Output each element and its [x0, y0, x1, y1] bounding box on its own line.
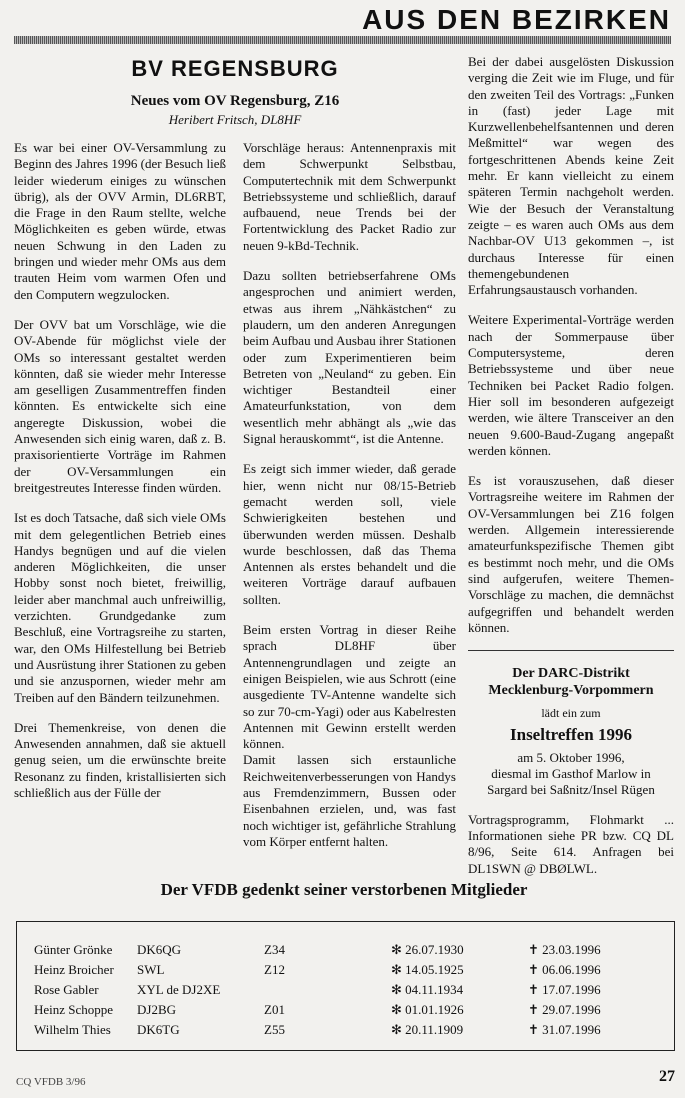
memorial-row	[17, 982, 674, 1000]
cross-icon: ✝	[528, 1022, 539, 1037]
born-icon: ✻	[391, 942, 402, 957]
darc-info: Vortragsprogramm, Flohmarkt ... Informationen siehe PR bzw. CQ DL 8/96, Seite 614. Anfragen bei DL1SWN @ DBØLWL.	[468, 811, 674, 876]
born-icon: ✻	[391, 1022, 402, 1037]
member-died: ✝ 29.07.1996	[528, 1002, 601, 1017]
member-died: ✝ 31.07.1996	[528, 1022, 601, 1037]
member-died: ✝ 23.03.1996	[528, 942, 601, 957]
darc-invite: lädt ein zum	[541, 706, 601, 721]
darc-line-2: Mecklenburg-Vorpommern	[488, 683, 654, 699]
memorial-row	[17, 1002, 674, 1020]
darc-event: Inseltreffen 1996	[510, 725, 632, 745]
member-name: Günter Grönke	[34, 942, 113, 957]
cross-icon: ✝	[528, 982, 539, 997]
article-title: Neues vom OV Regensburg, Z16	[130, 93, 340, 109]
member-name: Heinz Schoppe	[34, 1002, 114, 1017]
member-born: ✻ 20.11.1909	[391, 1022, 464, 1037]
paragraph: Dazu sollten betriebserfahrene OMs angesprochen und animiert werden, etwas aus ihrem „Nähkästchen“ zu plaudern, um den anderen Anregungen beim Aufbau und Ausbau ihrer Stationen oder zum Experimentieren beim Betreten von „Neuland“ zu geben. Ein wichtiger Bestandteil einer Amateurfunkstation, von dem wesentlich mehr abhängt als „wie das Signal herauskommt“, ist die Antenne.	[243, 268, 456, 447]
memorial-title: Der VFDB gedenkt seiner verstorbenen Mitglieder	[160, 880, 528, 899]
darc-line-1: Der DARC-Distrikt	[512, 666, 630, 682]
darc-venue-2: Sargard bei Saßnitz/Insel Rügen	[487, 781, 655, 797]
memorial-box	[16, 921, 675, 1051]
member-district: Z55	[264, 1022, 285, 1037]
section-title: AUS DEN BEZIRKEN	[362, 4, 671, 35]
paragraph: Vorschläge heraus: Antennenpraxis mit dem Schwerpunkt Selbstbau, Computertechnik mit dem Schwerpunkt Betriebssysteme und schließlich, darauf aufbauend, neue Trends bei der Fortentwicklung des Packet Radio zur neuen 9-kBd-Technik.	[243, 140, 456, 253]
member-born: ✻ 01.01.1926	[391, 1002, 464, 1017]
paragraph: Der OVV bat um Vorschläge, wie die OV-Abende für möglichst viele der OMs so interessant gestaltet werden könnten, daß sie wieder mehr Interesse am geselligen Zusammentreffen finden könnten. Es entwickelte sich eine angeregte Diskussion, wobei die Anwesenden sich einig waren, daß z. B. praxisorientierte Vorträge im Rahmen der OV-Versammlungen ein breitgestreutes Interesse finden würden.	[14, 316, 226, 495]
darc-venue-1: diesmal im Gasthof Marlow in	[491, 765, 651, 781]
header-stripe	[14, 36, 671, 44]
member-born: ✻ 14.05.1925	[391, 962, 464, 977]
paragraph: Ist es doch Tatsache, daß sich viele OMs mit dem gelegentlichen Betrieb eines Handys begnügen und auf die vielen anderen Möglichkeiten, die unser Hobby sonst noch bietet, freiwillig, leider aber manchmal auch unfreiwillig, verzichten. Grundgedanke zum Beschluß, eine Vortragsreihe zu starten, war, den OMs Hilfestellung bei Betrieb und Ausrüstung ihrer Stationen zu geben und sie anzuspornen, wieder mehr am Treiben auf den Bändern teilzunehmen.	[14, 510, 226, 705]
paragraph: Beim ersten Vortrag in dieser Reihe sprach DL8HF über Antennengrundlagen und zeigte an einigen Beispielen, wie aus Schrott (eine ausgediente TV-Antenne wandelte sich so zur 70-cm-Yagi) oder aus Kabelresten Antennen mit Gewinn erstellt werden können.	[243, 622, 456, 752]
member-born: ✻ 26.07.1930	[391, 942, 464, 957]
member-district: Z12	[264, 962, 285, 977]
district-title: BV REGENSBURG	[131, 56, 339, 81]
member-born: ✻ 04.11.1934	[391, 982, 464, 997]
page-header	[0, 0, 685, 46]
born-icon: ✻	[391, 962, 402, 977]
member-died: ✝ 06.06.1996	[528, 962, 601, 977]
born-icon: ✻	[391, 982, 402, 997]
cross-icon: ✝	[528, 962, 539, 977]
member-died: ✝ 17.07.1996	[528, 982, 601, 997]
member-call: DJ2BG	[137, 1002, 177, 1017]
journal-footer: CQ VFDB 3/96	[16, 1076, 86, 1088]
cross-icon: ✝	[528, 1002, 539, 1017]
cross-icon: ✝	[528, 942, 539, 957]
member-call: DK6QG	[137, 942, 182, 957]
member-call: SWL	[137, 962, 165, 977]
paragraph: Damit lassen sich erstaunliche Reichweitenverbesserungen von Handys aus Fremdenzimmern, Bussen oder Eisenbahnen erzielen, und, was fast noch wichtiger ist, gefährliche Strahlung vom Körper entfernt halten.	[243, 752, 456, 849]
divider	[468, 650, 674, 651]
article-column-3	[468, 54, 674, 877]
paragraph: Drei Themenkreise, von denen die Anwesenden annahmen, daß sie aktuell genug seien, um die erwünschte breite Resonanz zu finden, kristallisierten sich schließlich aus der Fülle der	[14, 719, 226, 800]
paragraph: Es zeigt sich immer wieder, daß gerade hier, wenn nicht nur 08/15-Betrieb gemacht werden soll, viele Schwierigkeiten bestehen und überwunden werden müssen. Deshalb wurde beschlossen, daß das Thema Antennen als erstes behandelt und die weiteren Vorträge darauf aufbauen sollten.	[243, 461, 456, 607]
member-district: Z34	[264, 942, 285, 957]
member-call: XYL de DJ2XE	[137, 982, 221, 997]
paragraph: Bei der dabei ausgelösten Diskussion verging die Zeit wie im Fluge, und für den zweiten Teil des Vortrags: „Funken in (fast) jeder Lage mit Kurzwellenbehelfsantennen und deren Meßmittel“ war wegen des fortgeschrittenen Abends keine Zeit mehr. Er kann vielleicht zu einem späteren Termin nachgeholt werden. Wie der Besuch der Veranstaltung zeigte – es waren auch OMs aus dem Nachbar-OV U13 gekommen –, ist durchaus Interesse für einen themengebundenen Erfahrungsaustausch vorhanden.	[468, 54, 674, 298]
member-call: DK6TG	[137, 1022, 180, 1037]
paragraph: Es war bei einer OV-Versammlung zu Beginn des Jahres 1996 (der Besuch ließ leider wiederum einiges zu wünschen übrig), als der OVV Armin, DL6RBT, die Frage in den Raum stellte, welche Möglichkeiten es geben würde, etwas neuen Schwung in den Laden zu bringen und wieder mehr OMs aus dem trauten Heim vom warmen Ofen und den Computern wegzulocken.	[14, 140, 226, 302]
born-icon: ✻	[391, 1002, 402, 1017]
article-author: Heribert Fritsch, DL8HF	[168, 112, 302, 127]
member-name: Heinz Broicher	[34, 962, 114, 977]
article-column-2	[243, 140, 456, 864]
memorial-row	[17, 1022, 674, 1040]
paragraph: Es ist vorauszusehen, daß dieser Vortragsreihe weitere im Rahmen der OV-Versammlungen bei Z16 folgen werden. Allgemein interessierende amateurfunkspezifische Themen gibt es bestimmt noch mehr, und die OMs sind aufgerufen, weitere Themen-Vorschläge zu machen, die demnächst aufgegriffen und behandelt werden können.	[468, 473, 674, 635]
article-column-1	[14, 140, 226, 815]
member-name: Wilhelm Thies	[34, 1022, 111, 1037]
darc-date: am 5. Oktober 1996,	[517, 749, 625, 765]
member-district: Z01	[264, 1002, 285, 1017]
paragraph: Weitere Experimental-Vorträge werden nach der Sommerpause über Computersysteme, deren Betriebssysteme und über neue Techniken bei Packet Radio folgen. Hier soll im besonderen aufgezeigt werden, wie ältere Transceiver an den neuen 9.600-Baud-Zugang angepaßt werden können.	[468, 312, 674, 458]
page-number: 27	[659, 1068, 675, 1085]
member-name: Rose Gabler	[34, 982, 99, 997]
memorial-row	[17, 962, 674, 980]
memorial-row	[17, 942, 674, 960]
darc-announcement	[468, 665, 674, 798]
